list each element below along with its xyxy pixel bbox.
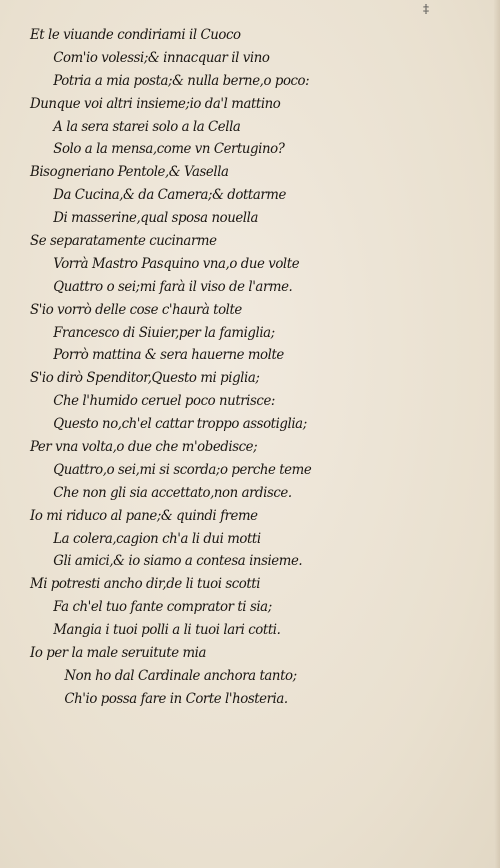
verse-line: Vorrà Mastro Pasquino vna,o due volte [53,255,300,272]
verse-line: Quattro,o sei,mi si scorda;o perche teme [53,461,312,478]
verse-line: Gli amici,& io siamo a contesa insieme. [53,553,303,570]
verse-line: A la sera starei solo a la Cella [53,118,241,135]
verse-line: Ch'io possa fare in Corte l'hosteria. [64,690,288,707]
verse-line: Io mi riduco al pane;& quindi freme [30,507,258,524]
verse-line: Bisogneriano Pentole,& Vasella [30,164,229,181]
verse-line: Da Cucina,& da Camera;& dottarme [53,187,286,204]
corner-mark: ‡ [423,2,429,16]
verse-line: Et le viuande condiriami il Cuoco [30,27,241,43]
verse-line: Com'io volessi;& innacquar il vino [53,49,270,66]
verse-line: Dunque voi altri insieme;io da'l mattino [30,95,281,112]
verse-line: Che l'humido ceruel poco nutrisce: [53,393,275,410]
verse-line: Fa ch'el tuo fante comprator ti sia; [53,599,272,616]
verse-line: S'io vorrò delle cose c'haurà tolte [30,301,242,318]
verse-line: Solo a la mensa,come vn Certugino? [53,141,285,158]
bleed-through-text [118,740,122,754]
verse-line: Mangia i tuoi polli a li tuoi lari cotti. [53,622,281,639]
verse-line: Di masserine,qual sposa nouella [53,210,258,227]
verse-block [30,24,470,711]
verse-line: Porrò mattina & sera hauerne molte [53,347,284,364]
verse-line: Quattro o sei;mi farà il viso de l'arme. [53,278,293,295]
verse-line: Mi potresti ancho dir,de li tuoi scotti [30,576,261,593]
verse-line: Questo no,ch'el cattar troppo assotiglia; [53,416,307,433]
verse-line: Per vna volta,o due che m'obedisce; [30,439,258,456]
verse-line: Io per la male seruitute mia [30,645,207,662]
verse-line: Potria a mia posta;& nulla berne,o poco: [53,72,310,89]
page-edge [494,0,500,868]
verse-line: Che non gli sia accettato,non ardisce. [53,484,292,501]
verse-line: Se separatamente cucinarme [30,233,217,250]
verse-line: La colera,cagion ch'a li dui motti [53,530,261,547]
verse-line: Non ho dal Cardinale anchora tanto; [64,667,297,684]
verse-line: S'io dirò Spenditor,Questo mi piglia; [30,370,260,387]
verse-line: Francesco di Siuier,per la famiglia; [53,324,275,341]
